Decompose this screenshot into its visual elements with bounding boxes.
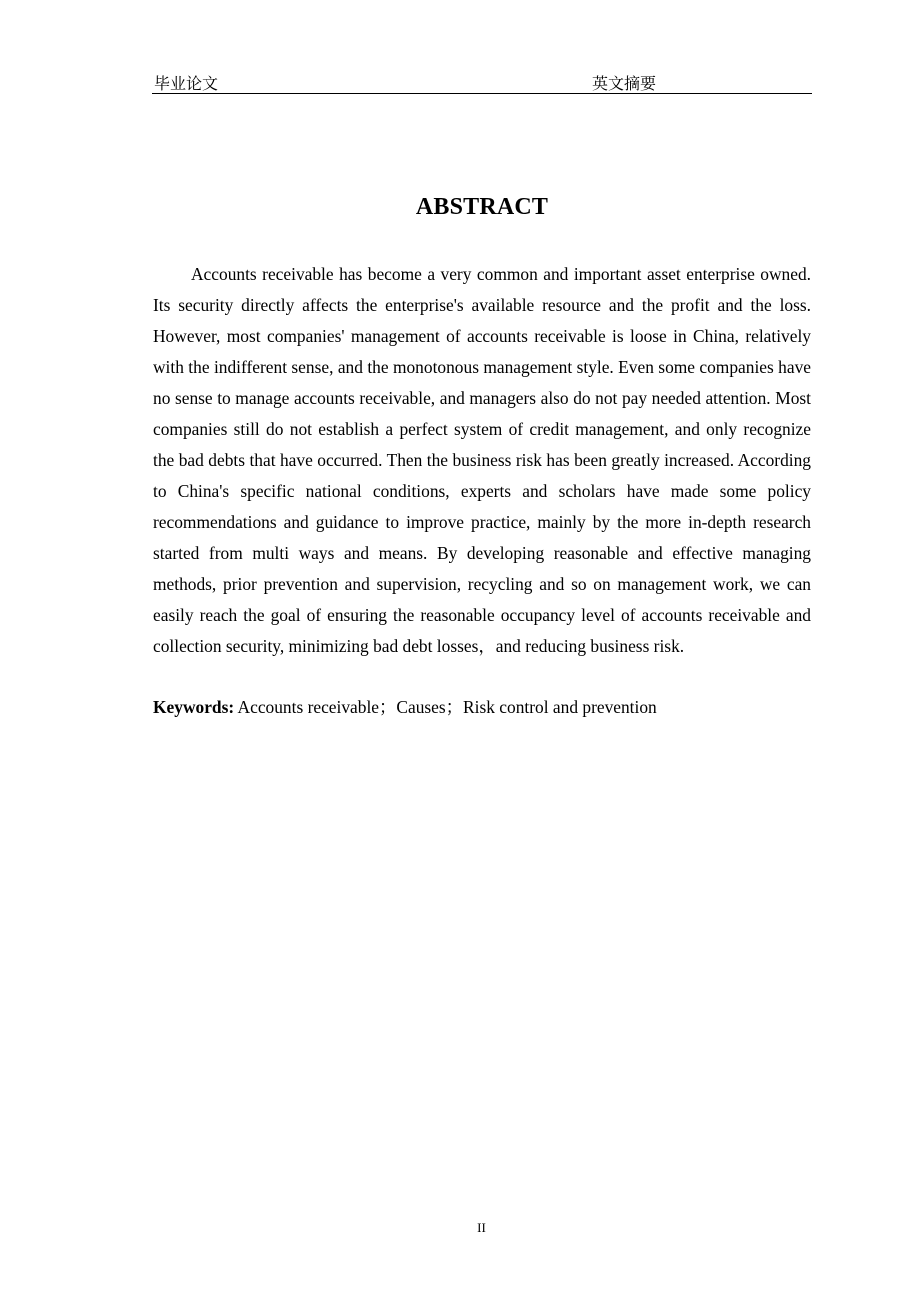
abstract-body: Accounts receivable has become a very common and important asset enterprise owned. Its security directly affects the enterprise's available resource and the profit and the loss. However, most companies' management of accounts receivable is loose in China, relatively with the indifferent sense, and the monotonous management style. Even some companies have no sense to manage accounts receivable, and managers also do not pay needed attention. Most companies still do not establish a perfect system of credit management, and only recognize the bad debts that have occurred. Then the business risk has been greatly increased. According to China's specific national conditions, experts and scholars have made some policy recommendations and guidance to improve practice, mainly by the more in-depth research started from multi ways and means. By developing reasonable and effective managing methods, prior prevention and supervision, recycling and so on management work, we can easily reach the goal of ensuring the reasonable occupancy level of accounts receivable and collection security, minimizing bad debt losses，and reducing business risk. bbox=[153, 264, 811, 656]
keywords-label: Keywords: bbox=[153, 697, 235, 717]
keywords-line bbox=[153, 692, 811, 723]
abstract-title: ABSTRACT bbox=[415, 194, 549, 220]
page-header bbox=[152, 68, 812, 94]
header-section-label: 英文摘要 bbox=[592, 76, 657, 93]
page-number: II bbox=[477, 1220, 486, 1235]
header-thesis-label: 毕业论文 bbox=[154, 76, 219, 93]
keywords-text: Accounts receivable；Causes；Risk control and prevention bbox=[234, 697, 657, 717]
